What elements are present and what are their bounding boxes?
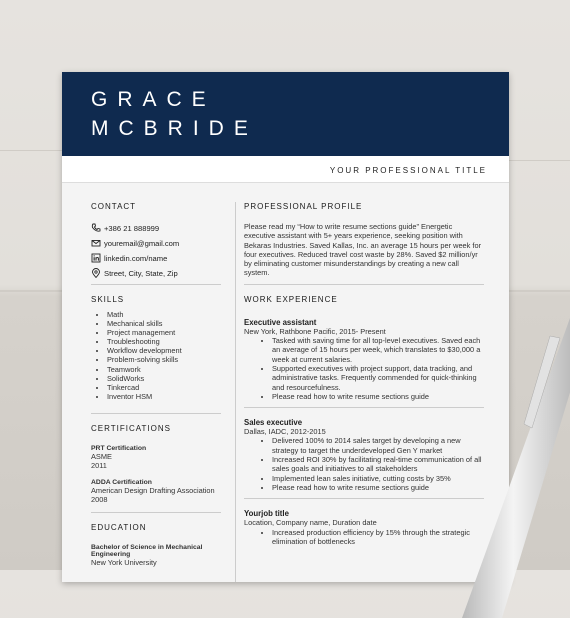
contact-phone <box>91 223 221 233</box>
cert-year: 2011 <box>91 461 107 471</box>
location-pin-icon <box>91 268 101 278</box>
job-bullet: • Please read how to write resume sections guide <box>272 483 484 492</box>
skill-item: • Teamwork <box>107 365 221 374</box>
cert-year: 2008 <box>91 494 108 504</box>
job-bullets <box>244 528 484 547</box>
jobs-list <box>244 318 484 546</box>
section-divider <box>244 284 484 285</box>
address-text: Street, City, State, Zip <box>104 268 178 278</box>
cert-title: ADDA Certification <box>91 478 152 486</box>
first-name: GRACE <box>91 88 216 111</box>
resume-page <box>62 72 509 582</box>
section-divider <box>91 413 221 414</box>
pen-decoration <box>462 318 570 618</box>
contact-address <box>91 268 221 278</box>
job-title: Sales executive <box>244 418 303 428</box>
phone-text: +386 21 888999 <box>104 223 160 233</box>
right-column <box>244 202 484 546</box>
certifications-heading: CERTIFICATIONS <box>91 423 171 433</box>
section-divider <box>244 498 484 499</box>
school-name: New York University <box>91 558 157 568</box>
job-bullet: • Tasked with saving time for all top-level executives. Saved each an average of 15 hours per week, which translates to $30,000 a week at current salaries. <box>272 336 484 364</box>
skill-item: • Mechanical skills <box>107 319 221 328</box>
job-title: Yourjob title <box>244 509 289 519</box>
email-text[interactable]: youremail@gmail.com <box>104 238 180 248</box>
section-divider <box>91 512 221 513</box>
cert-org: ASME <box>91 451 112 461</box>
tile-seam <box>509 160 570 161</box>
linkedin-text[interactable]: linkedin.com/name <box>104 253 168 263</box>
linkedin-icon <box>91 253 101 263</box>
contact-heading: CONTACT <box>91 202 137 211</box>
degree-title: Bachelor of Science in Mechanical Engineering <box>91 544 203 559</box>
skill-item: • Problem-solving skills <box>107 355 221 364</box>
job-bullets <box>244 436 484 492</box>
cert-title: PRT Certification <box>91 444 147 452</box>
contact-linkedin <box>91 253 221 263</box>
skill-item: • Inventor HSM <box>107 392 221 401</box>
job-meta: New York, Rathbone Pacific, 2015- Present <box>244 326 386 336</box>
profile-text: Please read my “How to write resume sections guide” Energetic executive assistant with 5+ years experience, seeking position with Bekaras Industries. Saved Kallas, Inc. an average 15 hours per week for four executives. Reduced travel cost waste by 28%. Saved $2 million/yr by eliminating customer misunderstandings by creating a new call system. <box>244 222 482 278</box>
job-entry <box>244 498 484 546</box>
phone-icon <box>91 223 101 233</box>
job-bullet: • Delivered 100% to 2014 sales target by developing a new strategy to target the underdeveloped Gen Y market <box>272 436 484 455</box>
skill-item: • Project management <box>107 328 221 337</box>
last-name: MCBRIDE <box>91 117 258 140</box>
experience-heading: WORK EXPERIENCE <box>244 294 338 304</box>
education-heading: EDUCATION <box>91 523 147 533</box>
section-divider <box>244 407 484 408</box>
job-bullet: • Increased ROI 30% by facilitating real-time communication of all sales goals and initiatives to all stakeholders <box>272 455 484 474</box>
job-entry <box>244 407 484 492</box>
job-bullet: • Please read how to write resume sections guide <box>272 392 484 401</box>
job-bullet: • Supported executives with project support, data tracking, and administrative tasks. Frequently commended for quick-thinking and resourcefulness. <box>272 364 484 392</box>
tile-seam <box>0 150 62 151</box>
job-bullet: • Implemented lean sales initiative, cutting costs by 35% <box>272 474 484 483</box>
job-title: Executive assistant <box>244 317 317 327</box>
job-meta: Dallas, IADC, 2012-2015 <box>244 427 326 437</box>
job-bullets <box>244 336 484 401</box>
resume-header <box>62 72 509 156</box>
contact-email <box>91 238 221 248</box>
profile-heading: PROFESSIONAL PROFILE <box>244 202 363 211</box>
skills-heading: SKILLS <box>91 295 125 304</box>
skill-item: • Tinkercad <box>107 383 221 392</box>
professional-title: YOUR PROFESSIONAL TITLE <box>329 166 487 175</box>
column-divider <box>235 202 236 582</box>
skill-item: • Troubleshooting <box>107 337 221 346</box>
job-meta: Location, Company name, Duration date <box>244 518 377 528</box>
section-divider <box>91 284 221 285</box>
skill-item: • Workflow development <box>107 346 221 355</box>
job-bullet: • Increased production efficiency by 15% through the strategic elimination of bottlenecks <box>272 528 484 547</box>
skill-item: • SolidWorks <box>107 374 221 383</box>
skill-item: • Math <box>107 310 221 319</box>
skills-list <box>91 310 221 401</box>
job-entry <box>244 318 484 401</box>
mail-icon <box>91 238 101 248</box>
title-bar <box>62 156 509 183</box>
left-column <box>91 202 221 567</box>
cert-org: American Design Drafting Association <box>91 485 215 495</box>
